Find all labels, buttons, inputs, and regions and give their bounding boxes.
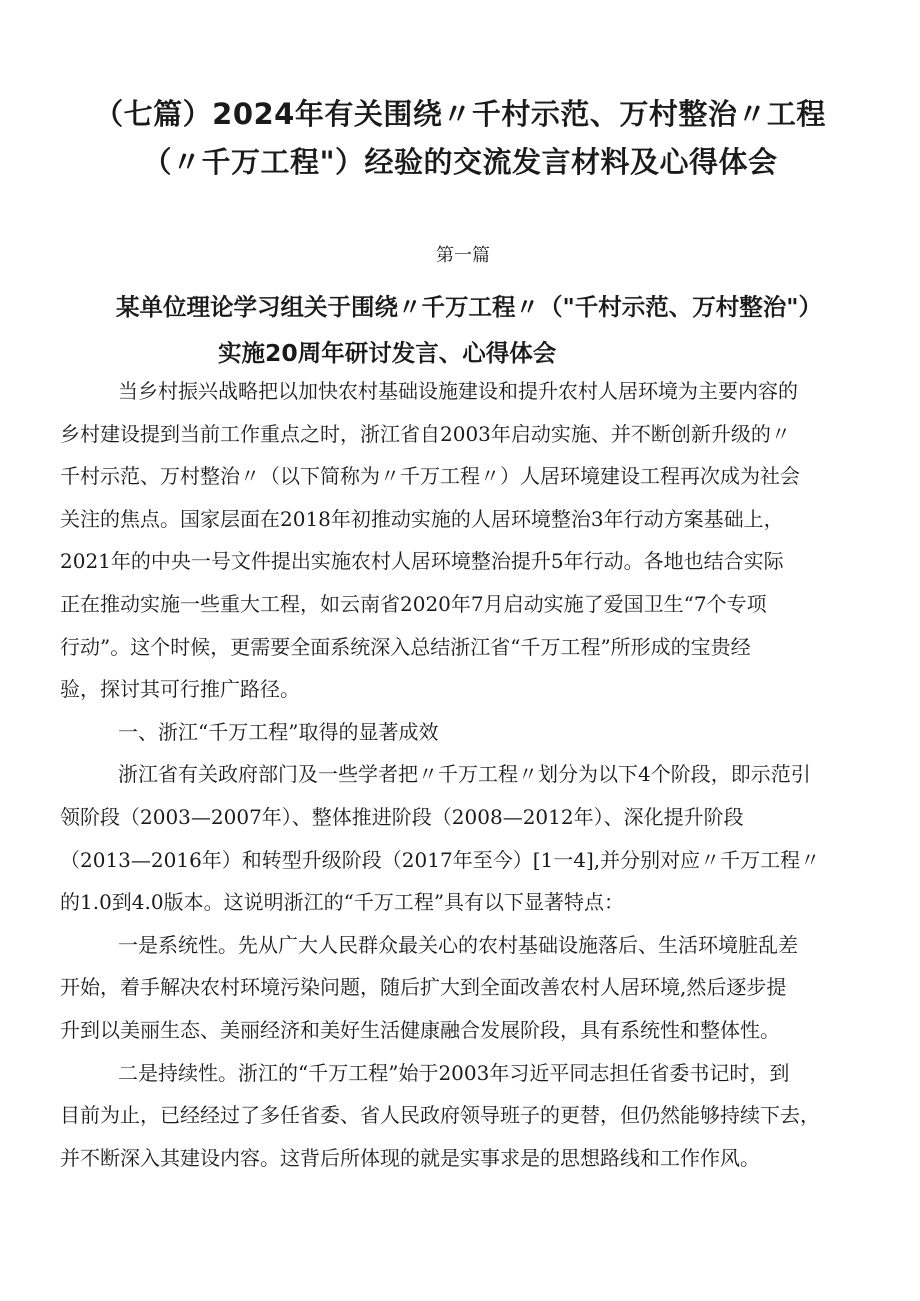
- text-line: 行动”。这个时候，更需要全面系统深入总结浙江省“千万工程”所形成的宝贵经: [60, 634, 751, 659]
- section-heading: [60, 711, 860, 754]
- text-line: 当乡村振兴战略把以加快农村基础设施建设和提升农村人居环境为主要内容的: [118, 379, 798, 403]
- section-heading-text: 一、浙江“千万工程”取得的显著成效: [118, 719, 439, 744]
- text-line: 的1.0到4.0版本。这说明浙江的“千万工程”具有以下显著特点：: [60, 890, 625, 915]
- document-title-line: （〃千万工程"）经验的交流发言材料及心得体会: [142, 145, 778, 179]
- text-line: 升到以美丽生态、美丽经济和美好生活健康融合发展阶段，具有系统性和整体性。: [60, 1017, 780, 1042]
- text-line: 正在推动实施一些重大工程，如云南省2020年7月启动实施了爱国卫生“7个专项: [60, 591, 767, 616]
- text-line: 二是持续性。浙江的“千万工程”始于2003年习近平同志担任省委书记时，到: [118, 1060, 790, 1085]
- section-label: 第一篇: [436, 245, 490, 266]
- paragraph: [60, 924, 860, 1052]
- text-line: （2013—2016年）和转型升级阶段（2017年至今）[1一4],并分别对应〃千万工程〃: [60, 847, 821, 872]
- paragraph: [60, 370, 860, 711]
- text-line: 浙江省有关政府部门及一些学者把〃千万工程〃划分为以下4个阶段，即示范引: [118, 762, 811, 787]
- text-line: 并不断深入其建设内容。这背后所体现的就是实事求是的思想路线和工作作风。: [60, 1145, 760, 1170]
- text-line: 千村示范、万村整治〃（以下简称为〃千万工程〃）人居环境建设工程再次成为社会: [60, 464, 800, 489]
- paragraph: [60, 1052, 860, 1180]
- text-line: 验，探讨其可行推广路径。: [60, 677, 300, 702]
- text-line: 开始，着手解决农村环境污染问题，随后扩大到全面改善农村人居环境,然后逐步提: [60, 975, 787, 1000]
- document-title: [0, 90, 920, 186]
- paragraph: [60, 753, 860, 923]
- text-line: 目前为止，已经经过了多任省委、省人民政府领导班子的更替，但仍然能够持续下去，: [60, 1103, 820, 1128]
- article-title: [0, 284, 920, 376]
- document-title-line: （七篇）2024年有关围绕〃千村示范、万村整治〃工程: [94, 97, 826, 131]
- text-line: 乡村建设提到当前工作重点之时，浙江省自2003年启动实施、并不断创新升级的〃: [60, 421, 791, 446]
- body-text: [60, 370, 860, 1179]
- text-line: 2021年的中央一号文件提出实施农村人居环境整治提升5年行动。各地也结合实际: [60, 549, 784, 574]
- article-title-line: 某单位理论学习组关于围绕〃千万工程〃（"千村示范、万村整治"）: [116, 293, 822, 321]
- text-line: 领阶段（2003—2007年）、整体推进阶段（2008—2012年）、深化提升阶段: [60, 804, 744, 829]
- text-line: 关注的焦点。国家层面在2018年初推动实施的人居环境整治3年行动方案基础上，: [60, 506, 784, 531]
- text-line: 一是系统性。先从广大人民群众最关心的农村基础设施落后、生活环境脏乱差: [118, 932, 798, 957]
- article-title-line: 实施20周年研讨发言、心得体会: [218, 339, 557, 367]
